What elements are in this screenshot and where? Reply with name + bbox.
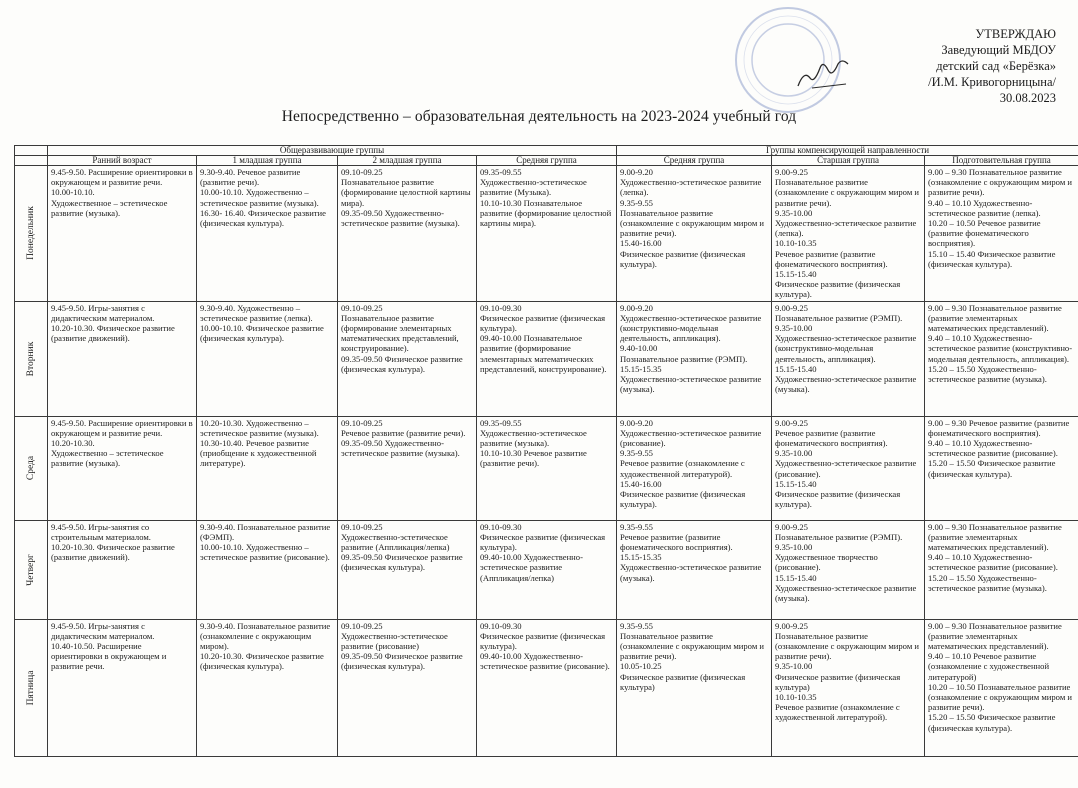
approval-date: 30.08.2023 <box>999 91 1056 105</box>
table-row <box>15 416 1078 520</box>
schedule-cell: 09.10-09.25 Познавательное развитие (формирование элементарных математических представлений, конструирование). 09.35-09.50 Физическое развитие (физическая культура). <box>338 301 477 416</box>
day-label-cell <box>15 619 48 756</box>
schedule-cell: 9.00-9.25 Познавательное развитие (ознакомление с окружающим миром и развитие речи). 9.35-10.00 Художественно-эстетическое развитие (лепка). 10.10-10.35 Речевое развитие (развитие фонематического восприятия). 15.15-15.40 Физическое развитие (физическая культура). <box>772 166 925 302</box>
header-blank <box>15 146 48 156</box>
schedule-cell: 9.45-9.50. Игры-занятия с дидактическим материалом. 10.20-10.30. Физическое развитие (развитие движений). <box>48 301 197 416</box>
schedule-cell: 10.20-10.30. Художественно – эстетическое развитие (музыка). 10.30-10.40. Речевое развитие (приобщение к художественной литературе). <box>197 416 338 520</box>
day-label: Понедельник <box>25 206 36 261</box>
schedule-cell: 9.30-9.40. Познавательное развитие (ФЭМП). 10.00-10.10. Художественно – эстетическое развитие (рисование). <box>197 520 338 619</box>
approval-title: УТВЕРЖДАЮ <box>975 27 1056 41</box>
schedule-cell: 9.45-9.50. Игры-занятия со строительным материалом. 10.20-10.30. Физическое развитие (развитие движений). <box>48 520 197 619</box>
table-row <box>15 619 1078 756</box>
column-header: Подготовительная группа <box>925 156 1078 166</box>
schedule-cell: 9.00-9.25 Речевое развитие (развитие фонематического восприятия). 9.35-10.00 Художественно-эстетическое развитие (рисование). 15.15-15.40 Физическое развитие (физическая культура). <box>772 416 925 520</box>
schedule-cell: 9.00-9.20 Художественно-эстетическое развитие (конструктивно-модельная деятельность, аппликация). 9.40-10.00 Познавательное развитие (РЭМП). 15.15-15.35 Художественно-эстетическое развитие (музыка). <box>617 301 772 416</box>
schedule-cell: 9.00-9.20 Художественно-эстетическое развитие (рисование). 9.35-9.55 Речевое развитие (ознакомление с художественной литературой). 15.40-16.00 Физическое развитие (физическая культура). <box>617 416 772 520</box>
schedule-cell: 9.30-9.40. Художественно – эстетическое развитие (лепка). 10.00-10.10. Физическое развитие (физическая культура). <box>197 301 338 416</box>
day-label: Вторник <box>25 341 36 376</box>
approval-signature: /И.М. Кривогорницына/ <box>928 75 1056 89</box>
column-header: Ранний возраст <box>48 156 197 166</box>
schedule-cell: 09.35-09.55 Художественно-эстетическое развитие (музыка). 10.10-10.30 Речевое развитие (развитие речи). <box>477 416 617 520</box>
schedule-cell: 9.00 – 9.30 Познавательное развитие (развитие элементарных математических представлений). 9.40 – 10.10 Речевое развитие (ознакомление с художественной литературой) 10.20 – 10.50 Познавательное развитие (ознакомление с окружающим миром и развитие речи). 15.20 – 15.50 Физическое развитие (физическая культура). <box>925 619 1078 756</box>
schedule-cell: 9.00 – 9.30 Познавательное развитие (развитие элементарных математических представлений). 9.40 – 10.10 Художественно-эстетическое развитие (конструктивно-модельная деятельность, аппликация). 15.20 – 15.50 Художественно-эстетическое развитие (музыка). <box>925 301 1078 416</box>
schedule-cell: 09.10-09.30 Физическое развитие (физическая культура). 09.40-10.00 Художественно-эстетическое развитие (Аппликация/лепка) <box>477 520 617 619</box>
header-row-groups <box>15 146 1078 156</box>
header-blank <box>15 156 48 166</box>
column-header: Средняя группа <box>617 156 772 166</box>
seal-stamp-icon <box>706 4 866 116</box>
schedule-cell: 09.10-09.30 Физическое развитие (физическая культура). 09.40-10.00 Художественно-эстетическое развитие (рисование). <box>477 619 617 756</box>
schedule-cell: 9.35-9.55 Речевое развитие (развитие фонематического восприятия). 15.15-15.35 Художественно-эстетическое развитие (музыка). <box>617 520 772 619</box>
schedule-cell: 9.30-9.40. Познавательное развитие (ознакомление с окружающим миром). 10.20-10.30. Физическое развитие (физическая культура). <box>197 619 338 756</box>
schedule-cell: 09.10-09.25 Художественно-эстетическое развитие (рисование) 09.35-09.50 Физическое развитие (физическая культура). <box>338 619 477 756</box>
schedule-cell: 9.00 – 9.30 Речевое развитие (развитие фонематического восприятия). 9.40 – 10.10 Художественно-эстетическое развитие (рисование). 15.20 – 15.50 Физическое развитие (физическая культура). <box>925 416 1078 520</box>
schedule-cell: 09.10-09.25 Познавательное развитие (формирование целостной картины мира). 09.35-09.50 Художественно-эстетическое развитие (музыка). <box>338 166 477 302</box>
day-label: Четверг <box>25 553 36 586</box>
schedule-cell: 9.30-9.40. Речевое развитие (развитие речи). 10.00-10.10. Художественно – эстетическое развитие (музыка). 16.30- 16.40. Физическое развитие (физическая культура). <box>197 166 338 302</box>
table-row <box>15 166 1078 302</box>
schedule-cell: 9.00-9.20 Художественно-эстетическое развитие (лепка). 9.35-9.55 Познавательное развитие (ознакомление с окружающим миром и развитие речи). 15.40-16.00 Физическое развитие (физическая культура). <box>617 166 772 302</box>
header-compensating-groups: Группы компенсирующей направленности <box>617 146 1078 156</box>
schedule-cell: 09.35-09.55 Художественно-эстетическое развитие (Музыка). 10.10-10.30 Познавательное развитие (формирование целостной картины мира). <box>477 166 617 302</box>
day-label: Пятница <box>25 670 36 706</box>
day-label-cell <box>15 416 48 520</box>
schedule-cell: 09.10-09.25 Художественно-эстетическое развитие (Аппликация/лепка) 09.35-09.50 Физическое развитие (физическая культура). <box>338 520 477 619</box>
schedule-cell: 9.45-9.50. Расширение ориентировки в окружающем и развитие речи. 10.20-10.30. Художественно – эстетическое развитие (музыка). <box>48 416 197 520</box>
schedule-cell: 09.10-09.25 Речевое развитие (развитие речи). 09.35-09.50 Художественно-эстетическое развитие (музыка). <box>338 416 477 520</box>
schedule-cell: 9.45-9.50. Расширение ориентировки в окружающем и развитие речи. 10.00-10.10. Художественное – эстетическое развитие (музыка). <box>48 166 197 302</box>
schedule-cell: 09.10-09.30 Физическое развитие (физическая культура). 09.40-10.00 Познавательное развитие (формирование элементарных математических представлений, конструирование). <box>477 301 617 416</box>
schedule-cell: 9.35-9.55 Познавательное развитие (ознакомление с окружающим миром и развитие речи). 10.05-10.25 Физическое развитие (физическая культура) <box>617 619 772 756</box>
day-label-cell <box>15 166 48 302</box>
approval-org: детский сад «Берёзка» <box>936 59 1056 73</box>
header-general-groups: Общеразвивающие группы <box>48 146 617 156</box>
schedule-cell: 9.00-9.25 Познавательное развитие (РЭМП). 9.35-10.00 Художественное творчество (рисование). 15.15-15.40 Художественно-эстетическое развитие (музыка). <box>772 520 925 619</box>
day-label-cell <box>15 301 48 416</box>
column-header: 1 младшая группа <box>197 156 338 166</box>
approval-position: Заведующий МБДОУ <box>941 43 1056 57</box>
day-label: Среда <box>25 456 36 481</box>
table-row <box>15 301 1078 416</box>
schedule-cell: 9.00-9.25 Познавательное развитие (ознакомление с окружающим миром и развитие речи). 9.35-10.00 Физическое развитие (физическая культура) 10.10-10.35 Речевое развитие (ознакомление с художественной литературой). <box>772 619 925 756</box>
schedule-cell: 9.00 – 9.30 Познавательное развитие (развитие элементарных математических представлений). 9.40 – 10.10 Художественно-эстетическое развитие (рисование). 15.20 – 15.50 Художественно-эстетическое развитие (музыка). <box>925 520 1078 619</box>
column-header: 2 младшая группа <box>338 156 477 166</box>
schedule-cell: 9.45-9.50. Игры-занятия с дидактическим материалом. 10.40-10.50. Расширение ориентировки в окружающем и развитие речи. <box>48 619 197 756</box>
schedule-table <box>14 145 1078 757</box>
table-row <box>15 520 1078 619</box>
page-title: Непосредственно – образовательная деятельность на 2023-2024 учебный год <box>281 108 797 125</box>
day-label-cell <box>15 520 48 619</box>
column-header: Старшая группа <box>772 156 925 166</box>
column-header: Средняя группа <box>477 156 617 166</box>
header-row-columns <box>15 156 1078 166</box>
schedule-cell: 9.00 – 9.30 Познавательное развитие (ознакомление с окружающим миром и развитие речи). 9.40 – 10.10 Художественно-эстетическое развитие (лепка). 10.20 – 10.50 Речевое развитие (развитие фонематического восприятия). 15.10 – 15.40 Физическое развитие (физическая культура). <box>925 166 1078 302</box>
schedule-cell: 9.00-9.25 Познавательное развитие (РЭМП). 9.35-10.00 Художественно-эстетическое развитие (конструктивно-модельная деятельность, аппликация). 15.15-15.40 Художественно-эстетическое развитие (музыка). <box>772 301 925 416</box>
